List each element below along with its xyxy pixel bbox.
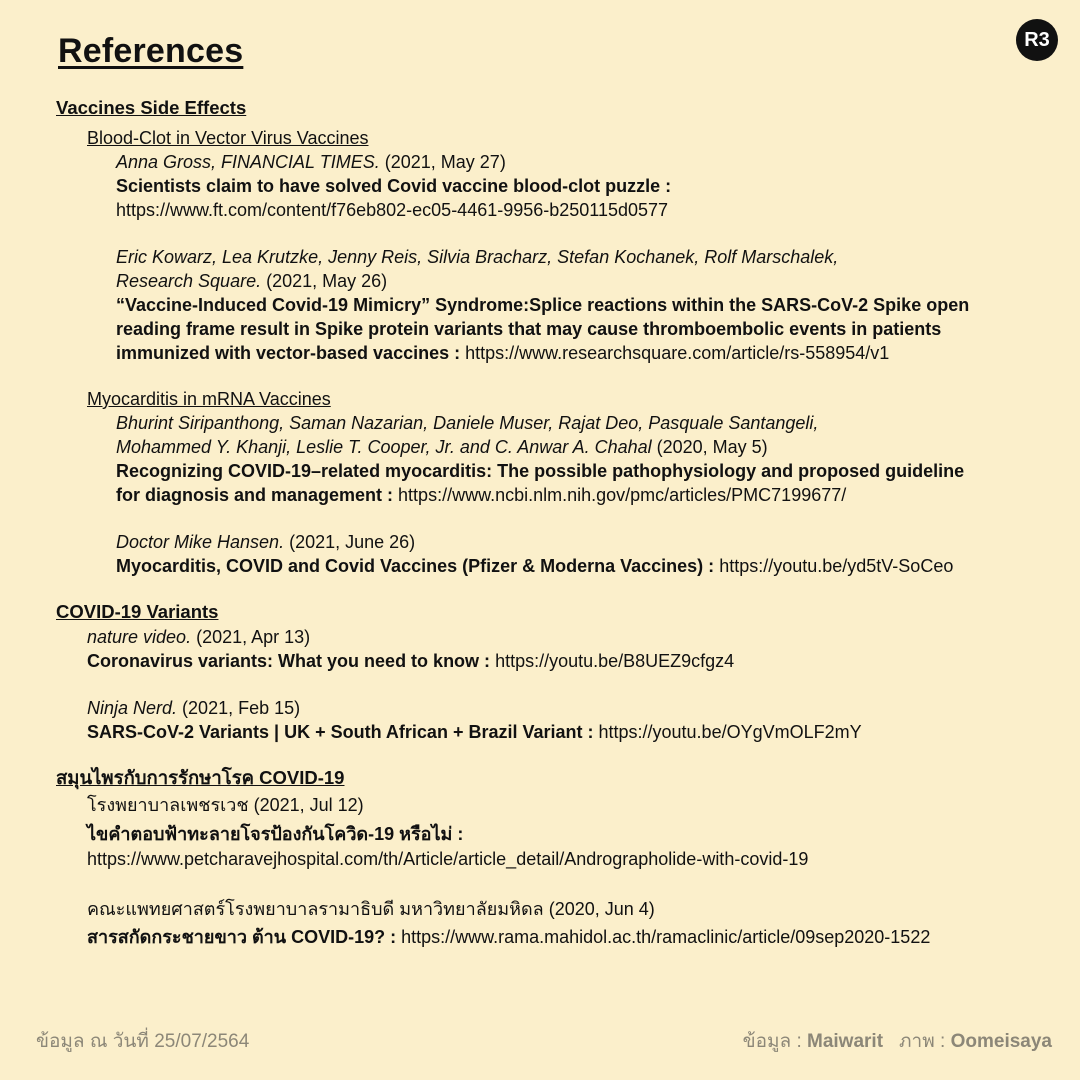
reference-url[interactable]: https://www.researchsquare.com/article/rs-558954/v1 (460, 343, 890, 363)
reference-url[interactable]: https://www.rama.mahidol.ac.th/ramaclinic/article/09sep2020-1522 (396, 927, 931, 947)
authors: Mohammed Y. Khanji, Leslie T. Cooper, Jr. and C. Anwar A. Chahal (116, 437, 652, 457)
reference-title: reading frame result in Spike protein variants that may cause thromboembolic events in patients (116, 319, 942, 339)
date: (2021, June 26) (284, 532, 416, 552)
footer-data-value: Maiwarit (807, 1031, 884, 1052)
authors: Research Square. (116, 271, 262, 291)
footer-image-label: ภาพ : (899, 1031, 951, 1052)
reference-title: Scientists claim to have solved Covid vaccine blood-clot puzzle : (116, 176, 672, 196)
reference-title: ไขคำตอบฟ้าทะลายโจรป้องกันโควิด-19 หรือไม่ : (87, 824, 464, 844)
reference-title: for diagnosis and management : (116, 485, 394, 505)
reference-title: SARS-CoV-2 Variants | UK + South African + Brazil Variant : (87, 722, 594, 742)
section-heading-herbs: สมุนไพรกับการรักษาโรค COVID-19 (56, 767, 345, 788)
reference-url[interactable]: https://www.ft.com/content/f76eb802-ec05-4461-9956-b250115d0577 (116, 200, 669, 220)
reference-authors (116, 531, 415, 554)
reference-authors: โรงพยาบาลเพชรเวช (2021, Jul 12) (87, 795, 364, 815)
reference-authors (116, 151, 506, 174)
date: (2021, Feb 15) (177, 698, 301, 718)
reference-title: สารสกัดกระชายขาว ต้าน COVID-19? : (87, 927, 397, 947)
reference-url[interactable]: https://youtu.be/OYgVmOLF2mY (593, 722, 862, 742)
reference-url[interactable]: https://youtu.be/B8UEZ9cfgz4 (490, 651, 735, 671)
reference-url[interactable]: https://youtu.be/yd5tV-SoCeo (714, 556, 954, 576)
page-badge: R3 (1016, 19, 1058, 61)
reference-title-url (87, 721, 862, 744)
reference-url[interactable]: https://www.petcharavejhospital.com/th/Article/article_detail/Andrographolide-with-covid-19 (87, 849, 809, 869)
reference-authors: Eric Kowarz, Lea Krutzke, Jenny Reis, Silvia Bracharz, Stefan Kochanek, Rolf Marschalek, (116, 247, 839, 267)
footer-date: ข้อมูล ณ วันที่ 25/07/2564 (36, 1031, 250, 1052)
reference-title: Myocarditis, COVID and Covid Vaccines (Pfizer & Moderna Vaccines) : (116, 556, 715, 576)
footer-image-value: Oomeisaya (950, 1031, 1052, 1052)
date: (2021, Apr 13) (191, 627, 311, 647)
date: (2021, May 27) (379, 152, 506, 172)
authors: nature video. (87, 627, 192, 647)
footer-credits (743, 1026, 1052, 1056)
section-heading-variants: COVID-19 Variants (56, 601, 219, 622)
section-heading-vaccines: Vaccines Side Effects (56, 97, 247, 118)
authors: Ninja Nerd. (87, 698, 178, 718)
reference-authors: คณะแพทยศาสตร์โรงพยาบาลรามาธิบดี มหาวิทยาลัยมหิดล (2020, Jun 4) (87, 899, 655, 919)
date: (2020, May 5) (651, 437, 768, 457)
reference-title-url (116, 555, 953, 578)
authors: Anna Gross, FINANCIAL TIMES. (116, 152, 380, 172)
reference-title-url (116, 484, 846, 507)
reference-authors (87, 626, 310, 649)
authors: Doctor Mike Hansen. (116, 532, 285, 552)
reference-authors (116, 270, 387, 293)
reference-title: immunized with vector-based vaccines : (116, 343, 461, 363)
date: (2021, May 26) (261, 271, 388, 291)
reference-title: Coronavirus variants: What you need to know : (87, 651, 491, 671)
reference-title: “Vaccine-Induced Covid-19 Mimicry” Syndrome:Splice reactions within the SARS-CoV-2 Spike open (116, 295, 970, 315)
reference-url[interactable]: https://www.ncbi.nlm.nih.gov/pmc/articles/PMC7199677/ (393, 485, 847, 505)
reference-authors (116, 436, 768, 459)
subheading-myocarditis: Myocarditis in mRNA Vaccines (87, 389, 331, 409)
reference-title: Recognizing COVID-19–related myocarditis: The possible pathophysiology and proposed guideline (116, 461, 965, 481)
page-title: References (58, 32, 244, 70)
subheading-blood-clot: Blood-Clot in Vector Virus Vaccines (87, 128, 369, 148)
reference-title-url (87, 650, 734, 673)
reference-authors: Bhurint Siripanthong, Saman Nazarian, Daniele Muser, Rajat Deo, Pasquale Santangeli, (116, 413, 819, 433)
reference-title-url (116, 342, 889, 365)
reference-title-url (87, 926, 930, 949)
reference-authors (87, 697, 300, 720)
footer-data-label: ข้อมูล : (742, 1031, 807, 1052)
